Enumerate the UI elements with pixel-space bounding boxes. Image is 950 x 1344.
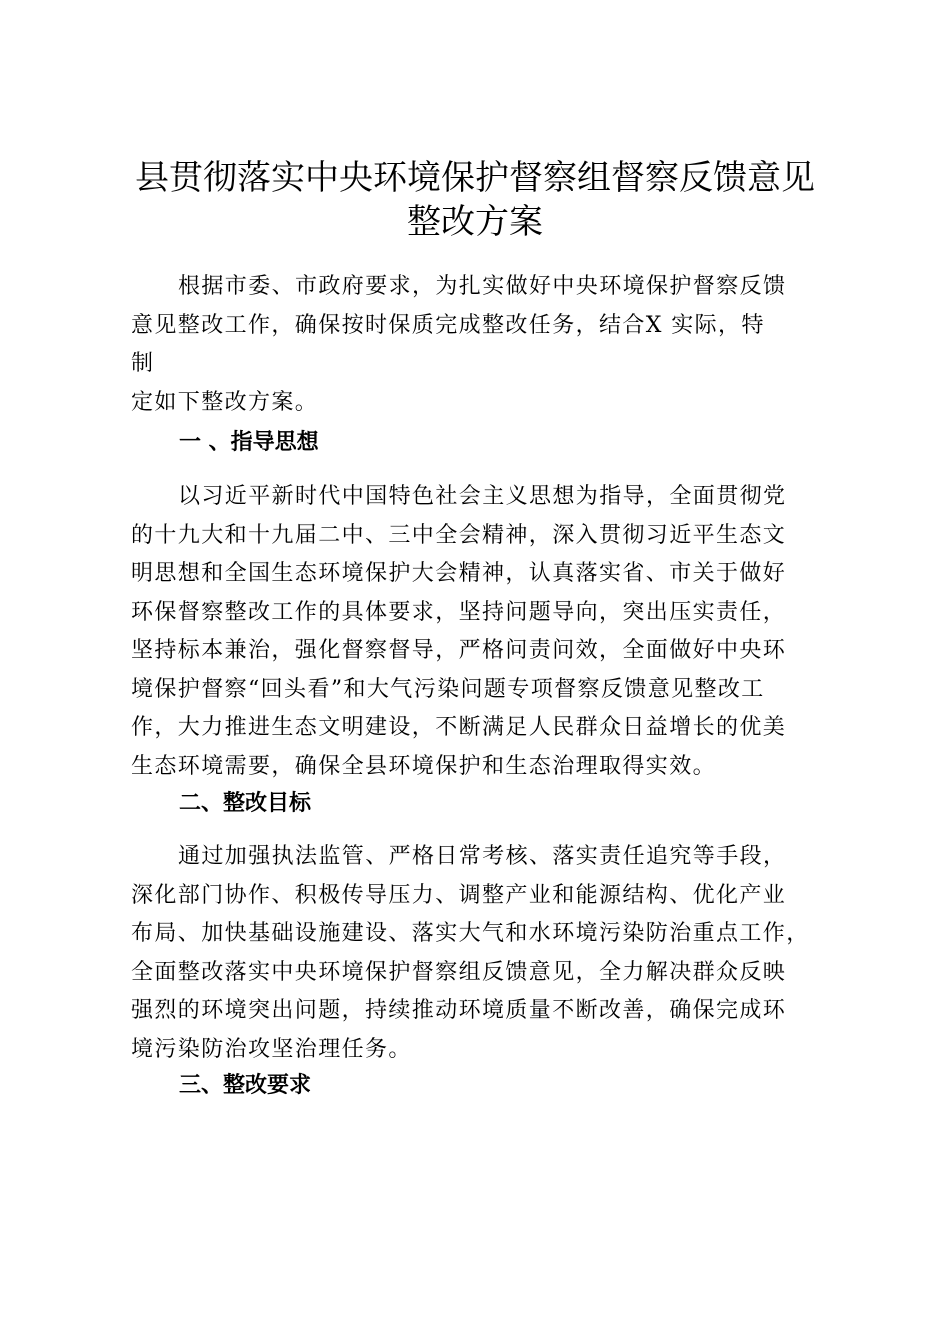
paragraph-line: 布局、加快基础设施建设、落实大气和水环境污染防治重点工作，: [131, 921, 810, 946]
section-heading-guiding-ideology: 一 、指导思想: [179, 430, 319, 455]
document-title-line-2: 整改方案: [407, 202, 543, 242]
paragraph-line: 深化部门协作、积极传导压力、调整产业和能源结构、优化产业: [131, 882, 787, 908]
paragraph-line: 生态环境需要，确保全县环境保护和生态治理取得实效。: [131, 753, 717, 779]
paragraph-line: 环保督察整改工作的具体要求，坚持问题导向，突出压实责任，: [131, 599, 787, 625]
section-paragraph-guiding-ideology: [131, 478, 831, 786]
section-paragraph-rectification-goals: [131, 838, 831, 1069]
section-heading-rectification-goals: 二、整改目标: [179, 791, 312, 816]
document-title-line-1: 县贯彻落实中央环境保护督察组督察反馈意见: [135, 158, 815, 198]
paragraph-line: 境污染防治攻坚治理任务。: [131, 1036, 412, 1062]
paragraph-line: 以习近平新时代中国特色社会主义思想为指导，全面贯彻党: [178, 484, 787, 509]
paragraph-line: 的十九大和十九届二中、三中全会精神，深入贯彻习近平生态文: [131, 522, 787, 548]
paragraph-line: 作，大力推进生态文明建设，不断满足人民群众日益增长的优美: [131, 715, 787, 740]
paragraph-line: 明思想和全国生态环境保护大会精神，认真落实省、市关于做好: [131, 561, 787, 586]
section-heading-rectification-requirements: 三、整改要求: [179, 1073, 312, 1098]
paragraph-line: 坚持标本兼治，强化督察督导，严格问责问效，全面做好中央环: [131, 638, 787, 663]
paragraph-line: 强烈的环境突出问题，持续推动环境质量不断改善，确保完成环: [131, 998, 787, 1023]
paragraph-line: 境保护督察“回头看”和大气污染问题专项督察反馈意见整改工: [131, 676, 765, 702]
paragraph-line: 通过加强执法监管、严格日常考核、落实责任追究等手段，: [178, 844, 787, 869]
paragraph-line: 意见整改工作，确保按时保质完成整改任务，结合X 实际，特: [131, 312, 765, 338]
paragraph-line: 全面整改落实中央环境保护督察组反馈意见，全力解决群众反映: [131, 959, 787, 985]
paragraph-line: 根据市委、市政府要求，为扎实做好中央环境保护督察反馈: [178, 274, 787, 299]
paragraph-line: 定如下整改方案。: [131, 389, 319, 415]
intro-paragraph: [131, 268, 831, 422]
paragraph-line: 制: [131, 351, 155, 376]
